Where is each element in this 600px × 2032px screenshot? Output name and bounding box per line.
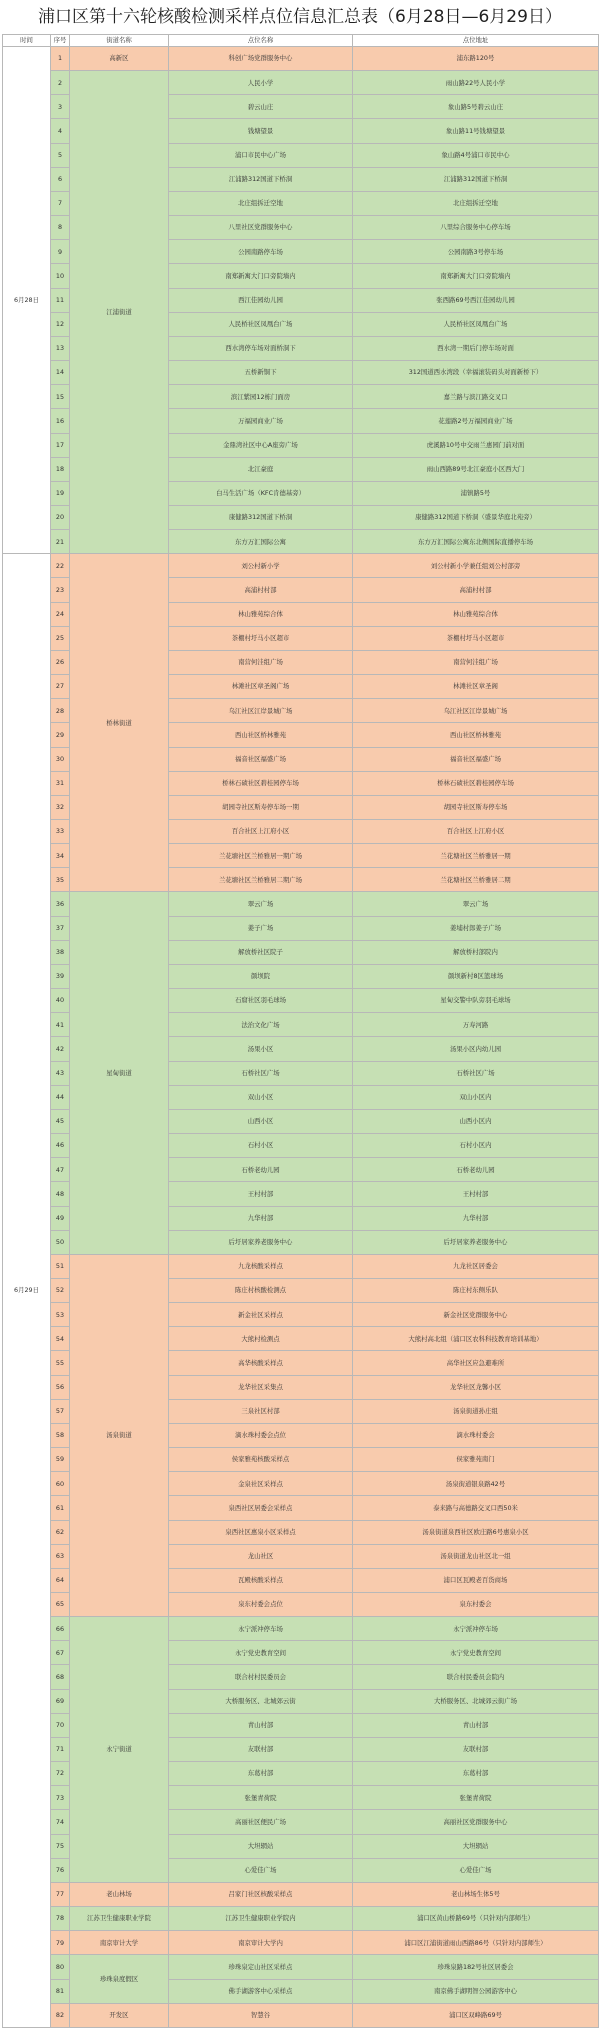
point-address-cell: 浦口区双峰路69号 [353,2003,599,2027]
row-number: 59 [51,1448,70,1472]
row-number: 42 [51,1037,70,1061]
point-name-cell: 乌江社区江岸景城广场 [169,699,353,723]
point-address-cell: 兰花塘社区兰桥雅居二期 [353,868,599,892]
point-name-cell: 南郑新寓大门口旁院墙内 [169,264,353,288]
point-name-cell: 王村村部 [169,1182,353,1206]
point-name-cell: 东方万汇国际公寓 [169,530,353,554]
row-number: 49 [51,1206,70,1230]
point-name-cell: 人民小学 [169,71,353,95]
table-row [3,1907,599,1931]
point-address-cell: 翠云广场 [353,892,599,916]
row-number: 1 [51,47,70,71]
point-name-cell: 翠云广场 [169,892,353,916]
point-address-cell: 永宁派冲停车场 [353,1617,599,1641]
point-address-cell: 公园南路3号停车场 [353,240,599,264]
point-name-cell: 龙山社区 [169,1544,353,1568]
row-number: 64 [51,1568,70,1592]
row-number: 24 [51,602,70,626]
row-number: 2 [51,71,70,95]
point-address-cell: 林山雅苑综合体 [353,602,599,626]
row-number: 57 [51,1399,70,1423]
point-name-cell: 滴水珠村委会点位 [169,1423,353,1447]
point-name-cell: 胡园寺社区斯寿停车场一期 [169,795,353,819]
row-number: 58 [51,1423,70,1447]
row-number: 8 [51,216,70,240]
point-address-cell: 胡园寺社区斯寿停车场 [353,795,599,819]
row-number: 74 [51,1810,70,1834]
point-name-cell: 百合社区上江府小区 [169,820,353,844]
point-name-cell: 吕家门社区核酸采样点 [169,1882,353,1906]
row-number: 25 [51,626,70,650]
point-name-cell: 林滩社区章圣阁广场 [169,675,353,699]
point-name-cell: 八里社区党群服务中心 [169,216,353,240]
point-name-cell: 白马生活广场（KFC肯德基旁） [169,481,353,505]
point-address-cell: 大桥服务区、北城郊云街广场 [353,1689,599,1713]
row-number: 68 [51,1665,70,1689]
point-address-cell: 南京佛手湖明智公园游客中心 [353,1979,599,2003]
point-address-cell: 双山小区内 [353,1085,599,1109]
point-address-cell: 林滩社区章圣阁 [353,675,599,699]
point-address-cell: 南郑新寓大门口旁院墙内 [353,264,599,288]
row-number: 7 [51,191,70,215]
row-number: 3 [51,95,70,119]
point-address-cell: 张堡青荷院 [353,1786,599,1810]
point-address-cell: 茶棚村圩马小区超市 [353,626,599,650]
point-address-cell: 颜坝新村8区篮球场 [353,964,599,988]
point-address-cell: 汤泉街道孙庄组 [353,1399,599,1423]
row-number: 66 [51,1617,70,1641]
row-number: 72 [51,1762,70,1786]
street-name-cell: 开发区 [70,2003,169,2027]
street-name-cell: 星甸街道 [70,892,169,1254]
point-name-cell: 石村小区 [169,1134,353,1158]
header-time: 时间 [3,35,51,47]
header-street: 街道名称 [70,35,169,47]
point-address-cell: 百合社区上江府小区 [353,820,599,844]
point-name-cell: 大熊村检测点 [169,1327,353,1351]
street-name-cell: 老山林场 [70,1882,169,1906]
point-address-cell: 九龙社区居委会 [353,1254,599,1278]
point-name-cell: 滨江紫园12栋门面房 [169,385,353,409]
point-name-cell: 西江佳园幼儿园 [169,288,353,312]
table-row [3,2003,599,2027]
point-name-cell: 佛手湖游客中心采样点 [169,1979,353,2003]
point-name-cell: 侯家雅苑核酸采样点 [169,1448,353,1472]
row-number: 26 [51,650,70,674]
point-name-cell: 汤果小区 [169,1037,353,1061]
row-number: 80 [51,1955,70,1979]
row-number: 13 [51,336,70,360]
point-name-cell: 桥林石碛社区碧桂园停车场 [169,771,353,795]
point-name-cell: 泉东村委会点位 [169,1593,353,1617]
point-address-cell: 友联村部 [353,1737,599,1761]
point-name-cell: 法治文化广场 [169,1013,353,1037]
table-row [3,1955,599,1979]
row-number: 60 [51,1472,70,1496]
page-title: 浦口区第十六轮核酸检测采样点位信息汇总表（6月28日—6月29日） [38,7,562,27]
street-name-cell: 江苏卫生健康职业学院 [70,1907,169,1931]
table-row [3,892,599,916]
row-number: 16 [51,409,70,433]
row-number: 35 [51,868,70,892]
point-name-cell: 双山小区 [169,1085,353,1109]
point-address-cell: 浦口区黄山桥路69号（只针对内部师生） [353,1907,599,1931]
point-name-cell: 北庄组拆迁空地 [169,191,353,215]
header-point-address: 点位地址 [353,35,599,47]
row-number: 41 [51,1013,70,1037]
row-number: 29 [51,723,70,747]
point-address-cell: 解放桥村部院内 [353,940,599,964]
street-name-cell: 汤泉街道 [70,1254,169,1616]
point-address-cell: 高华社区应急避难所 [353,1351,599,1375]
row-number: 53 [51,1303,70,1327]
table-row [3,1617,599,1641]
row-number: 40 [51,989,70,1013]
row-number: 23 [51,578,70,602]
street-name-cell: 南京审计大学 [70,1931,169,1955]
table-row [3,47,599,71]
point-name-cell: 智慧谷 [169,2003,353,2027]
row-number: 12 [51,312,70,336]
sampling-points-table [2,34,598,2028]
row-number: 75 [51,1834,70,1858]
row-number: 37 [51,916,70,940]
point-address-cell: 石桥社区广场 [353,1061,599,1085]
row-number: 51 [51,1254,70,1278]
row-number: 52 [51,1278,70,1302]
row-number: 28 [51,699,70,723]
point-name-cell: 九华村部 [169,1206,353,1230]
row-number: 55 [51,1351,70,1375]
date-cell: 6月28日 [3,47,51,554]
row-number: 22 [51,554,70,578]
row-number: 17 [51,433,70,457]
point-name-cell: 康健路312国道下桥洞 [169,505,353,529]
point-address-cell: 八里综合服务中心停车场 [353,216,599,240]
point-address-cell: 北庄组拆迁空地 [353,191,599,215]
table-row [3,1882,599,1906]
date-cell: 6月29日 [3,554,51,2028]
row-number: 56 [51,1375,70,1399]
table-header-row [3,35,599,47]
point-address-cell: 姜埔村郎姜子广场 [353,916,599,940]
point-address-cell: 象山路4号浦口市民中心 [353,143,599,167]
point-address-cell: 石桥老幼儿园 [353,1158,599,1182]
point-name-cell: 大桥服务区、北城郊云街 [169,1689,353,1713]
row-number: 39 [51,964,70,988]
row-number: 5 [51,143,70,167]
row-number: 34 [51,844,70,868]
point-address-cell: 浦口区瓦殿老百货商场 [353,1568,599,1592]
row-number: 48 [51,1182,70,1206]
point-address-cell: 汤泉街道龙山社区北一组 [353,1544,599,1568]
point-name-cell: 瓦殿核酸采样点 [169,1568,353,1592]
point-name-cell: 公园南路停车场 [169,240,353,264]
row-number: 14 [51,361,70,385]
row-number: 21 [51,530,70,554]
point-address-cell: 南营何洼组广场 [353,650,599,674]
point-name-cell: 陈庄村核酸检测点 [169,1278,353,1302]
point-address-cell: 王村村部 [353,1182,599,1206]
row-number: 65 [51,1593,70,1617]
point-address-cell: 浦镇路5号 [353,481,599,505]
point-address-cell: 福音社区福盛广场 [353,747,599,771]
row-number: 50 [51,1230,70,1254]
table-row [3,71,599,95]
row-number: 67 [51,1641,70,1665]
point-name-cell: 福音社区福盛广场 [169,747,353,771]
street-name-cell: 江浦街道 [70,71,169,554]
street-name-cell: 永宁街道 [70,1617,169,1883]
point-address-cell: 后圩居家养老服务中心 [353,1230,599,1254]
point-address-cell: 新金社区党群服务中心 [353,1303,599,1327]
point-address-cell: 兰花塘社区兰桥雅居一期 [353,844,599,868]
point-name-cell: 南京审计大学内 [169,1931,353,1955]
point-address-cell: 西山社区桥林雅苑 [353,723,599,747]
point-name-cell: 浦口市民中心广场 [169,143,353,167]
header-number: 序号 [51,35,70,47]
point-name-cell: 三泉社区村部 [169,1399,353,1423]
row-number: 82 [51,2003,70,2027]
row-number: 6 [51,167,70,191]
point-address-cell: 桥林石碛社区碧桂园停车场 [353,771,599,795]
row-number: 61 [51,1496,70,1520]
row-number: 62 [51,1520,70,1544]
row-number: 36 [51,892,70,916]
point-name-cell: 心爱佳广场 [169,1858,353,1882]
row-number: 11 [51,288,70,312]
point-name-cell: 张堡青荷院 [169,1786,353,1810]
row-number: 33 [51,820,70,844]
point-address-cell: 大坦辋站 [353,1834,599,1858]
point-address-cell: 刘公村新小学兼任组刘公村部旁 [353,554,599,578]
point-address-cell: 汤泉街道银泉路42号 [353,1472,599,1496]
point-name-cell: 高浦村村部 [169,578,353,602]
point-address-cell: 嘉兰路与滨江路交叉口 [353,385,599,409]
point-address-cell: 九华村部 [353,1206,599,1230]
point-name-cell: 碧云山庄 [169,95,353,119]
row-number: 9 [51,240,70,264]
point-name-cell: 永宁派冲停车场 [169,1617,353,1641]
point-address-cell: 高丽社区党群服务中心 [353,1810,599,1834]
point-name-cell: 茶棚村圩马小区超市 [169,626,353,650]
row-number: 38 [51,940,70,964]
row-number: 76 [51,1858,70,1882]
row-number: 15 [51,385,70,409]
point-address-cell: 雨山西路89号北江豪庭小区西大门 [353,457,599,481]
point-name-cell: 刘公村新小学 [169,554,353,578]
point-address-cell: 汤果小区内幼儿园 [353,1037,599,1061]
point-address-cell: 老山林场生体5号 [353,1882,599,1906]
point-address-cell: 张西路69号西江佳园幼儿园 [353,288,599,312]
point-name-cell: 九龙核酸采样点 [169,1254,353,1278]
point-address-cell: 高浦村村部 [353,578,599,602]
point-address-cell: 康健路312国道下桥洞（盛景华庭北苑旁） [353,505,599,529]
point-address-cell: 泰来路与高德路交叉口西50米 [353,1496,599,1520]
point-name-cell: 西水湾停车场对面桥洞下 [169,336,353,360]
point-address-cell: 陈庄村东侧乐队 [353,1278,599,1302]
point-name-cell: 金泉社区采样点 [169,1472,353,1496]
point-address-cell: 东方万汇国际公寓东北侧国际直播停车场 [353,530,599,554]
point-name-cell: 友联村部 [169,1737,353,1761]
point-address-cell: 万寿河路 [353,1013,599,1037]
table-row [3,554,599,578]
point-name-cell: 石桥老幼儿园 [169,1158,353,1182]
point-name-cell: 泉西社区惠泉小区采样点 [169,1520,353,1544]
point-address-cell: 东葛村部 [353,1762,599,1786]
point-name-cell: 北江豪庭 [169,457,353,481]
row-number: 69 [51,1689,70,1713]
point-name-cell: 颜坝院 [169,964,353,988]
header-point-name: 点位名称 [169,35,353,47]
row-number: 54 [51,1327,70,1351]
row-number: 10 [51,264,70,288]
point-name-cell: 新金社区采样点 [169,1303,353,1327]
row-number: 31 [51,771,70,795]
point-name-cell: 南营何洼组广场 [169,650,353,674]
row-number: 30 [51,747,70,771]
point-name-cell: 青山村部 [169,1713,353,1737]
point-address-cell: 永宁党史教育空间 [353,1641,599,1665]
point-address-cell: 汤泉街道泉西社区欧庄路6号惠泉小区 [353,1520,599,1544]
row-number: 4 [51,119,70,143]
point-address-cell: 珍珠泉路182号社区居委会 [353,1955,599,1979]
street-name-cell: 桥林街道 [70,554,169,892]
point-address-cell: 雨山路22号人民小学 [353,71,599,95]
point-name-cell: 林山雅苑综合体 [169,602,353,626]
row-number: 71 [51,1737,70,1761]
point-address-cell: 乌江社区江岸景城广场 [353,699,599,723]
point-name-cell: 人民桥社区凤凰台广场 [169,312,353,336]
row-number: 20 [51,505,70,529]
row-number: 77 [51,1882,70,1906]
point-address-cell: 江浦路312国道下桥洞 [353,167,599,191]
point-name-cell: 山西小区 [169,1109,353,1133]
point-name-cell: 兰花塘社区兰桥雅居二期广场 [169,868,353,892]
point-name-cell: 后圩居家养老服务中心 [169,1230,353,1254]
point-name-cell: 金鼎湾社区中心A座旁广场 [169,433,353,457]
row-number: 63 [51,1544,70,1568]
point-name-cell: 江苏卫生健康职业学院内 [169,1907,353,1931]
row-number: 46 [51,1134,70,1158]
point-name-cell: 大坦辋站 [169,1834,353,1858]
point-address-cell: 侯家雅苑南门 [353,1448,599,1472]
point-address-cell: 滴水珠村委会 [353,1423,599,1447]
point-address-cell: 泉东村委会 [353,1593,599,1617]
point-address-cell: 花莲路2号万福园商业广场 [353,409,599,433]
row-number: 47 [51,1158,70,1182]
point-address-cell: 象山路11号钱塘望景 [353,119,599,143]
point-name-cell: 联合村村民委员会 [169,1665,353,1689]
row-number: 18 [51,457,70,481]
point-address-cell: 青山村部 [353,1713,599,1737]
point-address-cell: 石村小区内 [353,1134,599,1158]
point-name-cell: 兰花塘社区兰桥雅居一期广场 [169,844,353,868]
point-name-cell: 泉西社区居委会采样点 [169,1496,353,1520]
point-name-cell: 珍珠泉定山社区采样点 [169,1955,353,1979]
row-number: 70 [51,1713,70,1737]
row-number: 79 [51,1931,70,1955]
point-address-cell: 虎溪路10号中交雨兰惠园门前对面 [353,433,599,457]
point-name-cell: 五桥新铜下 [169,361,353,385]
point-name-cell: 石桥社区广场 [169,1061,353,1085]
point-name-cell: 钱塘望景 [169,119,353,143]
point-name-cell: 高丽社区便民广场 [169,1810,353,1834]
table-row [3,1254,599,1278]
street-name-cell: 高新区 [70,47,169,71]
point-name-cell: 西山社区桥林雅苑 [169,723,353,747]
row-number: 78 [51,1907,70,1931]
point-address-cell: 山西小区内 [353,1109,599,1133]
point-name-cell: 东葛村部 [169,1762,353,1786]
point-address-cell: 象山路5号碧云山庄 [353,95,599,119]
row-number: 73 [51,1786,70,1810]
point-address-cell: 312国道西水湾段（幸福滚装码头对面新桥下） [353,361,599,385]
point-name-cell: 永宁党史教育空间 [169,1641,353,1665]
point-name-cell: 高华核酸采样点 [169,1351,353,1375]
point-address-cell: 人民桥社区凤凰台广场 [353,312,599,336]
point-name-cell: 解放桥社区院子 [169,940,353,964]
point-name-cell: 石窟社区羽毛球场 [169,989,353,1013]
point-name-cell: 龙华社区采集点 [169,1375,353,1399]
row-number: 27 [51,675,70,699]
row-number: 45 [51,1109,70,1133]
point-address-cell: 心爱佳广场 [353,1858,599,1882]
point-name-cell: 万福园商业广场 [169,409,353,433]
row-number: 81 [51,1979,70,2003]
point-address-cell: 星甸交警中队旁羽毛球场 [353,989,599,1013]
point-address-cell: 联合村民委员会院内 [353,1665,599,1689]
point-address-cell: 浦口区江浦街道雨山西路86号（只针对内部师生） [353,1931,599,1955]
street-name-cell: 珍珠泉度假区 [70,1955,169,2003]
point-name-cell: 姜子广场 [169,916,353,940]
row-number: 43 [51,1061,70,1085]
point-name-cell: 江浦路312国道下桥洞 [169,167,353,191]
row-number: 19 [51,481,70,505]
table-row [3,1931,599,1955]
row-number: 44 [51,1085,70,1109]
point-name-cell: 科创广场党群服务中心 [169,47,353,71]
table [2,34,599,2028]
point-address-cell: 西水湾一期后门停车场对面 [353,336,599,360]
point-address-cell: 大熊村高北组（浦口区农科科技教育培训基地） [353,1327,599,1351]
row-number: 32 [51,795,70,819]
point-address-cell: 浦东路120号 [353,47,599,71]
point-address-cell: 龙华社区龙馨小区 [353,1375,599,1399]
